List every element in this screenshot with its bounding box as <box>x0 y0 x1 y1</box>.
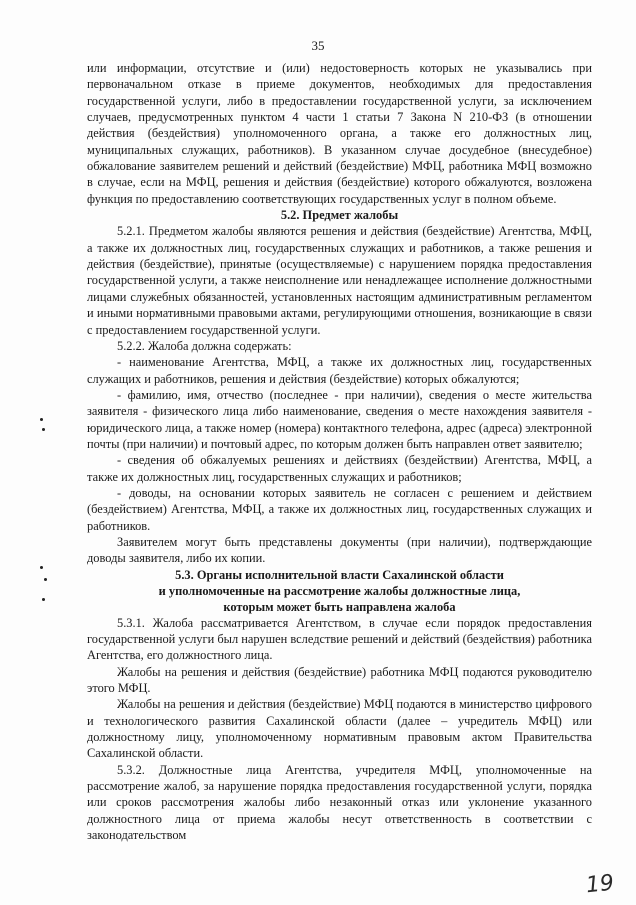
closing-paragraph: Заявителем могут быть представлены документы (при наличии), подтверждающие доводы заявителя, либо их копии. <box>87 534 592 566</box>
margin-dot <box>40 418 43 421</box>
margin-dot <box>42 428 45 431</box>
list-item: - доводы, на основании которых заявитель не согласен с решением и действием (бездействием) Агентства, МФЦ, а также их должностных лиц, государственных служащих и работников. <box>87 485 592 533</box>
heading-line: и уполномоченные на рассмотрение жалобы должностные лица, <box>158 583 521 598</box>
list-item: - наименование Агентства, МФЦ, а также их должностных лиц, государственных служащих и работников, решения и действия (бездействие) которых обжалуются; <box>87 355 592 386</box>
paragraph-5-3-1: 5.3.1. Жалоба рассматривается Агентством, в случае если порядок предоставления государственной услуги был нарушен вследствие решений и действий (бездействия) работника Агентства, его должностного лица. <box>87 615 592 663</box>
paragraph-mfc-worker: Жалобы на решения и действия (бездействие) работника МФЦ подаются руководителю этого МФЦ. <box>87 664 592 696</box>
paragraph-5-2-1: 5.2.1. Предметом жалобы являются решения и действия (бездействие) Агентства, МФЦ, а также их должностных лиц, государственных служащих и работников, а также решения и действия (бездействие), принятые (осуществляемые) с нарушением порядка предоставления государственной услуги, а также неисполнение или ненадлежащее исполнение должностными лицами служебных обязанностей, установленных настоящим административным регламентом и иными нормативными правовыми актами, регулирующими отношения, возникающие в связи с предоставлением государственной услуги. <box>87 224 592 337</box>
list-item: - фамилию, имя, отчество (последнее - при наличии), сведения о месте жительства заявителя - физического лица либо наименование, сведения о месте нахождения заявителя - юридического лица, а также номер (номера) контактного телефона, адрес (адреса) электронной почты (при наличии) и почтовый адрес, по которым должен быть направлен ответ заявителю; <box>87 387 592 451</box>
document-body <box>87 60 592 843</box>
page-number: 35 <box>311 38 325 53</box>
margin-dot <box>44 578 47 581</box>
section-5-2-heading: 5.2. Предмет жалобы <box>280 208 399 223</box>
paragraph-mfc: Жалобы на решения и действия (бездействие) МФЦ подаются в министерство цифрового и технологического развития Сахалинской области (далее – учредитель МФЦ) или должностному лицу, уполномоченному нормативным правовым актом Правительства Сахалинской области. <box>87 697 592 761</box>
list-item: - сведения об обжалуемых решениях и действиях (бездействии) Агентства, МФЦ, а также их должностных лиц, государственных служащих и работников; <box>87 453 592 484</box>
paragraph-5-2-2: 5.2.2. Жалоба должна содержать: <box>117 338 292 353</box>
margin-dot <box>40 566 43 569</box>
margin-dot <box>42 598 45 601</box>
paragraph-5-3-2: 5.3.2. Должностные лица Агентства, учредителя МФЦ, уполномоченные на рассмотрение жалоб, за нарушение порядка предоставления государственной услуги, порядка или сроков рассмотрения жалобы либо незаконный отказ или уклонение указанного должностного лица от приема жалобы несут ответственность в соответствии с законодательством <box>87 762 592 843</box>
heading-line: 5.3. Органы исполнительной власти Сахалинской области <box>175 567 504 582</box>
handwritten-sheet-number: 19 <box>584 870 616 899</box>
heading-line: которым может быть направлена жалоба <box>223 599 456 614</box>
section-5-3-heading <box>87 567 592 615</box>
intro-paragraph: или информации, отсутствие и (или) недостоверность которых не указывались при первоначальном отказе в приеме документов, необходимых для предоставления государственной услуги, либо в предоставлении государственной услуги, за исключением случаев, предусмотренных пунктом 4 части 1 статьи 7 Закона N 210-ФЗ (в отношении действия (бездействия) уполномоченного органа, а также его должностных лиц, муниципальных служащих, работников). В указанном случае досудебное (внесудебное) обжалование заявителем решений и действий (бездействие) МФЦ, работника МФЦ возможно в случае, если на МФЦ, решения и действия (бездействие) которого обжалуются, возложена функция по предоставлению соответствующих государственных услуг в полном объеме. <box>87 61 592 206</box>
